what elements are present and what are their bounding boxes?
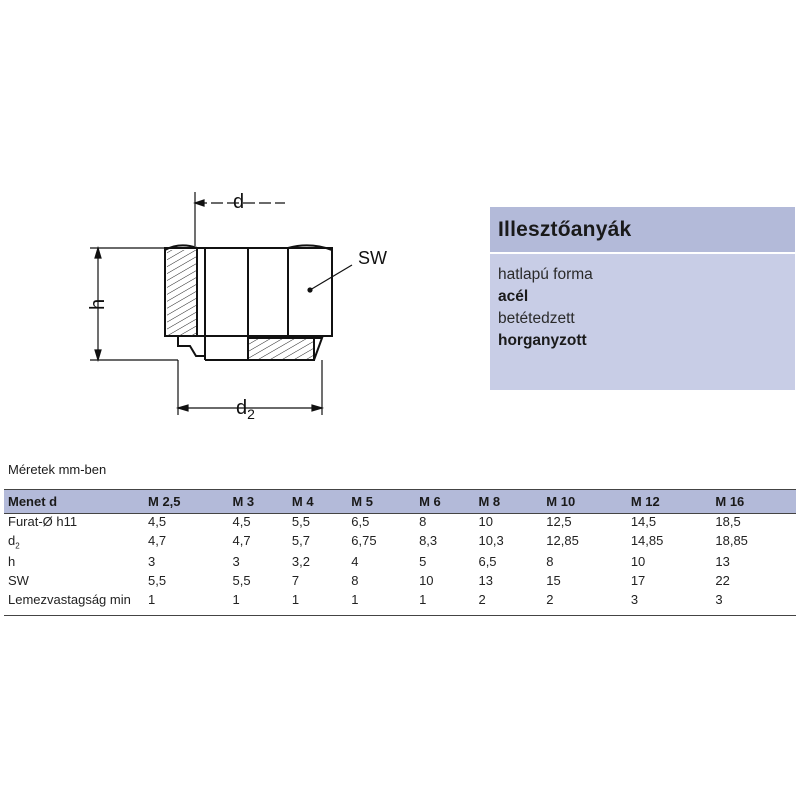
table-cell: 10: [630, 553, 646, 569]
table-cell: 5,7: [291, 533, 310, 548]
row-label: Furat-Ø h11: [8, 514, 78, 529]
table-row: [4, 573, 796, 592]
table-cell: 2: [542, 592, 627, 616]
table-cell: 6,5: [478, 553, 497, 569]
product-title-band: [490, 207, 795, 254]
table-cell: 12,5: [546, 514, 572, 529]
table-cell: 3: [148, 553, 156, 569]
table-cell: 3: [232, 553, 240, 569]
property-material: acél: [498, 288, 529, 305]
table-cell: 15: [546, 572, 561, 588]
column-header: M 8: [474, 490, 542, 514]
column-header: M 12: [627, 490, 712, 514]
table-cell: 1: [144, 592, 228, 616]
table-cell: 18,85: [715, 533, 748, 548]
table-cell: 1: [347, 592, 415, 616]
header-label: Menet d: [4, 490, 144, 514]
table-cell: 14,5: [630, 514, 657, 529]
product-info-box: [490, 207, 795, 390]
table-row: [4, 592, 796, 616]
table-cell: 13: [478, 572, 493, 588]
table-cell: 14,85: [630, 533, 664, 548]
table-cell: 8,3: [419, 533, 438, 548]
table-cell: 7: [291, 572, 300, 588]
table-cell: 1: [415, 592, 474, 616]
column-header: M 6: [415, 490, 474, 514]
table-cell: 1: [228, 592, 287, 616]
table-row: [4, 533, 796, 554]
table-header-row: [4, 490, 796, 514]
table-row: [4, 554, 796, 573]
table-cell: 12,85: [546, 533, 579, 548]
product-title: Illesztőanyák: [498, 217, 632, 241]
table-cell: 10: [478, 514, 493, 529]
table-cell: 2: [474, 592, 542, 616]
table-cell: 22: [715, 572, 730, 588]
table-cell: 4: [351, 553, 359, 569]
table-cell: 10,3: [478, 533, 504, 548]
label-d2: $d_2$: [236, 397, 255, 422]
column-header: M 2,5: [144, 490, 228, 514]
table-cell: 8: [546, 553, 554, 569]
dimensions-table: [4, 489, 796, 616]
table-cell: 5: [419, 553, 427, 569]
row-label: Lemezvastagság min: [4, 592, 144, 616]
property-shape: hatlapú forma: [498, 266, 593, 283]
table-cell: 6,5: [351, 514, 370, 529]
table-cell: 4,5: [232, 514, 251, 529]
table-cell: 8: [419, 514, 427, 529]
nut-body: [165, 245, 332, 360]
column-header: M 16: [711, 490, 796, 514]
table-cell: 10: [419, 572, 434, 588]
table-row: [4, 514, 796, 534]
label-h: h: [87, 298, 109, 310]
property-coating: horganyzott: [498, 332, 587, 349]
row-label: h: [8, 553, 16, 569]
table-cell: 5,5: [148, 572, 167, 588]
column-header: M 5: [347, 490, 415, 514]
column-header: M 3: [228, 490, 287, 514]
row-label: SW: [8, 572, 29, 588]
label-d: d: [233, 191, 245, 213]
table-cell: 5,5: [232, 572, 251, 588]
table-cell: 4,5: [148, 514, 167, 529]
units-caption: Méretek mm-ben: [8, 462, 107, 477]
table-cell: 17: [630, 572, 646, 588]
label-sw: SW: [358, 248, 387, 268]
table-cell: 6,75: [351, 533, 377, 548]
column-header: M 4: [288, 490, 347, 514]
table-cell: 3: [711, 592, 796, 616]
column-header: M 10: [542, 490, 627, 514]
table-cell: 18,5: [715, 514, 741, 529]
table-cell: 4,7: [232, 533, 251, 548]
table-cell: 5,5: [291, 514, 310, 529]
table-cell: 4,7: [148, 533, 167, 548]
table-cell: 3,2: [291, 553, 310, 569]
table-cell: 13: [715, 553, 730, 569]
table-cell: 1: [288, 592, 347, 616]
table-cell: 8: [351, 572, 359, 588]
product-properties: [490, 254, 795, 352]
row-label: $d_2$: [8, 533, 20, 551]
nut-technical-drawing: [70, 170, 410, 430]
table-cell: 3: [627, 592, 712, 616]
property-hardening: betétedzett: [498, 310, 575, 327]
